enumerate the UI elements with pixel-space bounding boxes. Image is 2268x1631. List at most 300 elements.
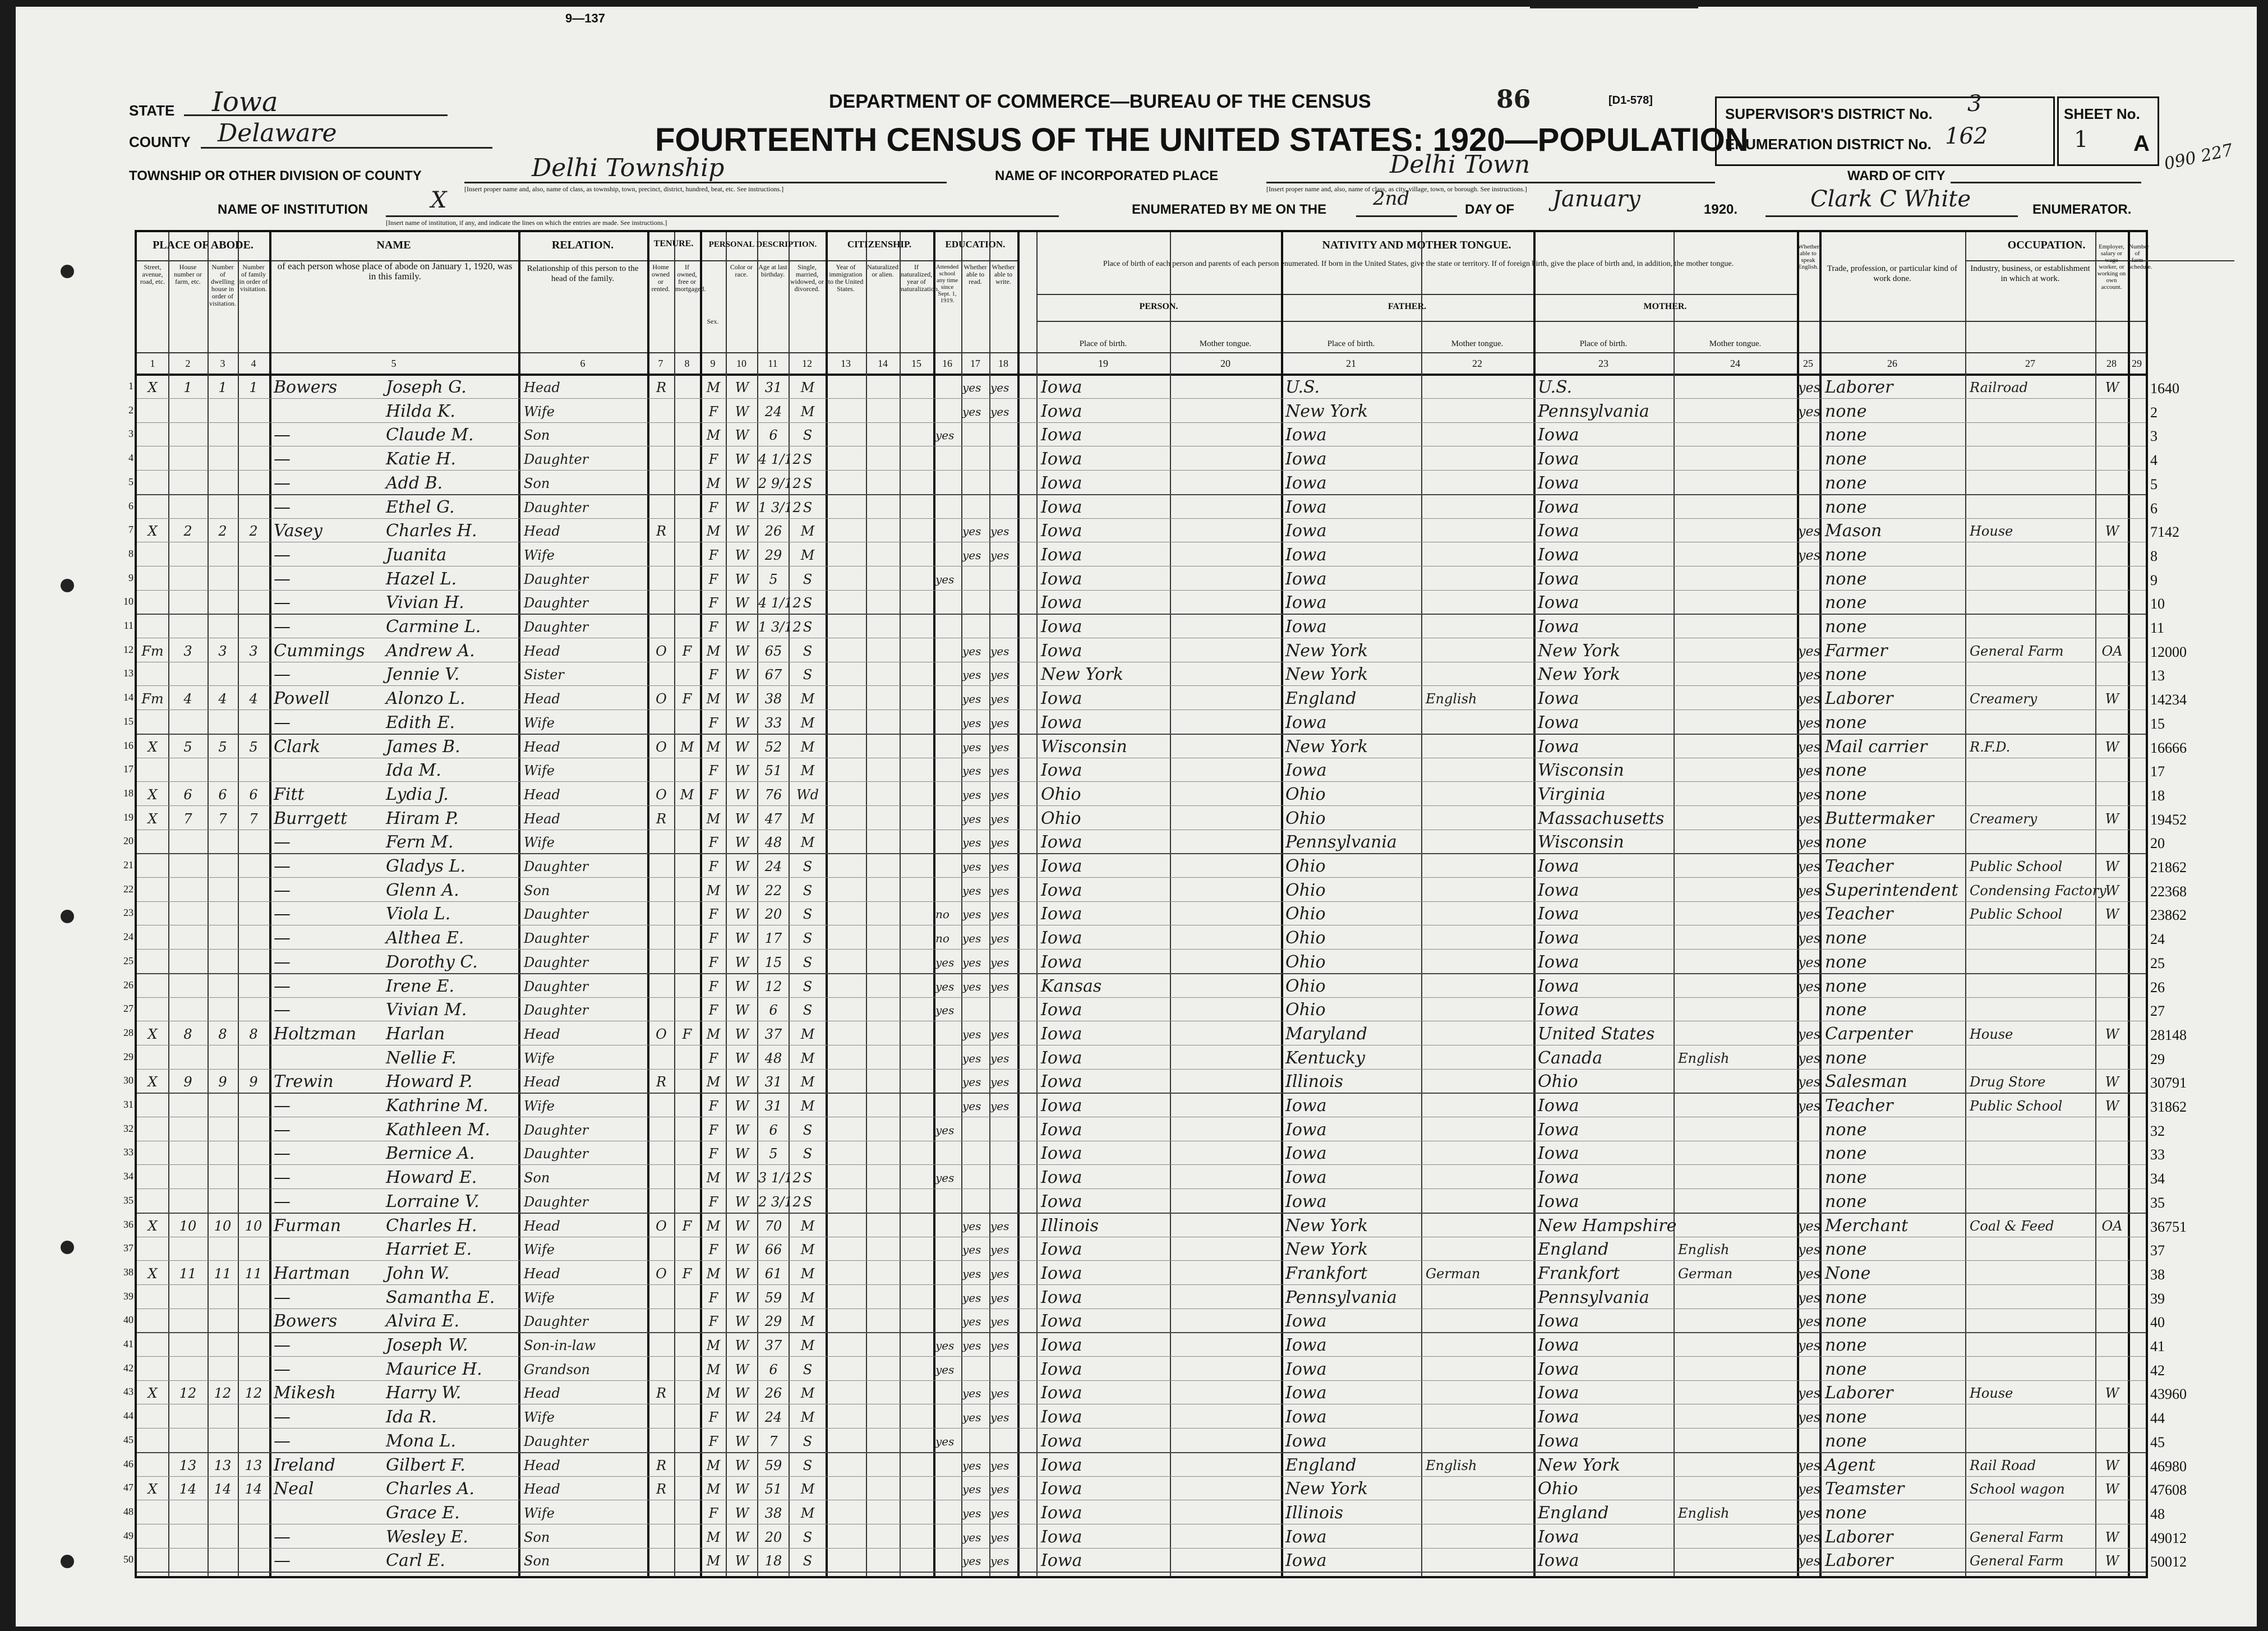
cell-pob: Iowa — [1041, 641, 1082, 661]
row-number-right: 50012 — [2150, 1554, 2187, 1570]
cell-tenure — [649, 1360, 673, 1379]
cell-m-pob: Iowa — [1538, 1407, 1579, 1427]
cell-house — [169, 570, 206, 589]
cell-read: yes — [962, 860, 981, 873]
cell-tenure: R — [656, 810, 667, 827]
cell-tenure — [649, 665, 673, 684]
cell-school — [935, 522, 960, 541]
cell-m-pob: United States — [1538, 1024, 1655, 1044]
cell-dwelling: 10 — [214, 1218, 232, 1234]
cell-house — [169, 665, 206, 684]
cell-marital: S — [803, 978, 813, 994]
cell-occ: none — [1825, 665, 1867, 685]
row-number-right: 44 — [2150, 1410, 2165, 1427]
cell-rel: Son — [524, 475, 550, 491]
cell-rel: Grandson — [524, 1361, 590, 1377]
cell-f-tongue — [1426, 1168, 1532, 1187]
cell-read: yes — [962, 1075, 981, 1089]
line-number-left: 23 — [123, 907, 133, 919]
cell-write: yes — [990, 955, 1009, 969]
cell-eng: yes — [1798, 1265, 1821, 1282]
cell-ind — [1970, 402, 2094, 421]
cell-race: W — [735, 954, 749, 970]
cell-eng: yes — [1798, 1314, 1821, 1330]
cell-marital: M — [800, 691, 815, 707]
cell-marital: M — [800, 1074, 815, 1090]
cell-street: X — [147, 739, 158, 755]
cell-m-tongue — [1678, 1456, 1796, 1475]
cell-write: yes — [990, 1411, 1009, 1425]
cell-age: 59 — [764, 1289, 782, 1306]
cell-ind: Public School — [1970, 1098, 2063, 1114]
cell-marital: S — [803, 930, 813, 947]
cell-m-pob: Ohio — [1538, 1479, 1578, 1499]
cell-ind: Coal & Feed — [1970, 1218, 2054, 1234]
cell-marital: S — [803, 1529, 813, 1545]
cell-read — [962, 1168, 989, 1187]
cell-eng: yes — [1798, 930, 1821, 947]
line-number-left: 13 — [123, 667, 133, 679]
cell-read: yes — [962, 1291, 981, 1305]
cell-f-tongue — [1426, 450, 1532, 469]
row-number-right: 12000 — [2150, 643, 2187, 660]
cell-dwelling — [239, 1001, 268, 1020]
table-row — [123, 1262, 2165, 1285]
cell-write: yes — [990, 404, 1009, 418]
cell-cls — [2098, 833, 2127, 852]
cell-marital: M — [800, 1481, 815, 1498]
cell-m-pob: Iowa — [1538, 952, 1579, 972]
cell-dwelling: 8 — [218, 1026, 227, 1042]
cell-dwelling: 9 — [249, 1074, 258, 1090]
cell-m-tongue — [1678, 953, 1796, 972]
place-label: NAME OF INCORPORATED PLACE — [995, 168, 1219, 183]
table-row — [128, 376, 2179, 399]
cell-surname: — — [274, 952, 291, 972]
cell-mort — [675, 1408, 699, 1427]
cell-dwelling — [209, 450, 237, 469]
cell-m-pob: Iowa — [1538, 976, 1579, 996]
row-number-right: 33 — [2150, 1146, 2165, 1163]
cell-mort: M — [680, 739, 694, 755]
census-title: FOURTEENTH CENSUS OF THE UNITED STATES: 1920—POPULATION — [655, 122, 1749, 158]
cell-m-tongue — [1678, 689, 1796, 708]
table-row — [123, 927, 2165, 950]
cell-tenure — [649, 905, 673, 924]
cell-occ: none — [1825, 1119, 1867, 1140]
cell-street — [137, 761, 168, 780]
cell-mort — [675, 1168, 699, 1187]
cell-given: Ethel G. — [386, 497, 455, 517]
cell-dwelling: 3 — [249, 643, 258, 659]
cell-read: yes — [962, 955, 981, 969]
cell-sex: F — [708, 1050, 718, 1066]
township-label: TOWNSHIP OR OTHER DIVISION OF COUNTY — [129, 168, 422, 183]
cell-mort — [675, 1551, 699, 1570]
cell-read: yes — [962, 836, 981, 850]
cell-house — [169, 402, 206, 421]
cell-street — [137, 1528, 168, 1547]
cell-race: W — [735, 547, 749, 563]
cell-read — [962, 618, 989, 637]
cell-cls: W — [2105, 1098, 2119, 1114]
cell-ind — [1970, 1336, 2094, 1355]
cell-m-pob: Iowa — [1538, 1191, 1579, 1211]
cell-street — [137, 977, 168, 996]
cell-eng — [1798, 1001, 1819, 1020]
line-number-left: 18 — [123, 787, 133, 799]
cell-school — [935, 593, 960, 612]
row-number-right: 38 — [2150, 1266, 2165, 1283]
line-number-left: 20 — [123, 835, 133, 847]
cell-occ: none — [1825, 1503, 1867, 1523]
cell-write: yes — [990, 644, 1009, 658]
cell-ind: Creamery — [1970, 691, 2037, 707]
cell-eng: yes — [1798, 763, 1821, 779]
cell-age: 65 — [764, 643, 782, 659]
cell-surname: — — [274, 856, 291, 876]
cell-dwelling — [209, 905, 237, 924]
cell-house — [169, 857, 206, 876]
cell-m-tongue — [1678, 402, 1796, 421]
table-row — [128, 543, 2158, 566]
row-number-right: 15 — [2150, 715, 2165, 732]
cell-cls: W — [2105, 523, 2119, 540]
row-number-right: 19452 — [2150, 811, 2187, 828]
cell-dwelling — [239, 1432, 268, 1451]
cell-rel: Wife — [524, 547, 555, 563]
cell-m-pob: Iowa — [1538, 1119, 1579, 1140]
cell-m-pob: Iowa — [1538, 928, 1579, 948]
line-number-left: 22 — [123, 883, 133, 895]
cell-ind — [1970, 1121, 2094, 1140]
cell-surname: — — [274, 545, 291, 565]
cell-race: W — [735, 1265, 749, 1282]
cell-write — [990, 450, 1017, 469]
cell-tenure: R — [656, 1385, 667, 1402]
cell-marital: M — [800, 1218, 815, 1234]
cell-m-tongue: English — [1678, 1242, 1730, 1258]
cell-rel: Head — [524, 786, 560, 803]
cell-tenure: R — [656, 1457, 667, 1473]
cell-school — [935, 1096, 960, 1116]
cell-occ: none — [1825, 401, 1867, 421]
cell-f-pob: Ohio — [1285, 856, 1326, 876]
cell-given: Harry W. — [386, 1383, 462, 1403]
cell-dwelling: 2 — [218, 523, 227, 540]
table-row — [123, 855, 2187, 878]
census-sheet — [16, 7, 2257, 1627]
cell-ind: House — [1970, 523, 2013, 540]
cell-age: 52 — [764, 739, 782, 755]
cell-cls — [2098, 977, 2127, 996]
cell-dwelling — [239, 1049, 268, 1068]
cell-occ: Merchant — [1825, 1215, 1909, 1236]
cell-pob: Iowa — [1041, 689, 1082, 709]
cell-school — [935, 881, 960, 900]
cell-eng: yes — [1798, 859, 1821, 874]
cell-surname: Hartman — [274, 1263, 351, 1283]
line-number-left: 24 — [123, 931, 133, 943]
cell-write: yes — [990, 548, 1009, 562]
cell-mort: F — [682, 691, 692, 707]
cell-occ: Laborer — [1825, 377, 1893, 397]
cell-cls: W — [2105, 882, 2119, 899]
cell-house — [169, 450, 206, 469]
cell-sex: F — [708, 499, 718, 515]
cell-f-tongue — [1426, 1551, 1532, 1570]
cell-cls — [2098, 1432, 2127, 1451]
cell-write: yes — [990, 1315, 1009, 1329]
row-number-right: 14234 — [2150, 692, 2187, 708]
row-number-right: 29 — [2150, 1051, 2165, 1067]
enumerated-day: 2nd — [1373, 187, 1410, 210]
cell-race: W — [735, 1194, 749, 1210]
cell-race: W — [735, 403, 749, 420]
cell-read — [962, 1121, 989, 1140]
cell-surname: — — [274, 593, 291, 613]
table-row — [123, 1549, 2187, 1573]
cell-surname — [274, 1049, 386, 1068]
cell-sex: F — [708, 930, 718, 947]
table-row — [123, 1310, 2165, 1333]
cell-occ: Laborer — [1825, 1551, 1893, 1571]
cell-school — [935, 1144, 960, 1163]
cell-house — [169, 1096, 206, 1116]
cell-house — [169, 1144, 206, 1163]
cell-age: 24 — [764, 403, 782, 420]
cell-read: yes — [962, 1530, 981, 1544]
cell-school — [935, 1240, 960, 1259]
cell-ind — [1970, 1192, 2094, 1211]
cell-race: W — [735, 571, 749, 587]
cell-tenure — [649, 426, 673, 445]
cell-write: yes — [990, 1386, 1009, 1400]
cell-f-tongue — [1426, 402, 1532, 421]
cell-cls — [2098, 1264, 2127, 1283]
day-of-label: DAY OF — [1465, 202, 1515, 217]
cell-surname: Furman — [274, 1215, 342, 1236]
cell-house: 14 — [179, 1481, 197, 1498]
cell-cls — [2098, 1360, 2127, 1379]
cell-read — [962, 1001, 989, 1020]
cell-eng: yes — [1798, 403, 1821, 420]
cell-marital: S — [803, 475, 813, 491]
cell-occ: Teacher — [1825, 1096, 1893, 1116]
cell-eng: yes — [1798, 523, 1821, 540]
cell-m-tongue — [1678, 833, 1796, 852]
cell-f-pob: Iowa — [1285, 1144, 1327, 1164]
cell-mort — [675, 1480, 699, 1499]
cell-cls — [2098, 1504, 2127, 1523]
line-number-left: 40 — [123, 1314, 133, 1326]
cell-occ: none — [1825, 425, 1867, 445]
line-number-left: 28 — [123, 1026, 133, 1038]
cell-ind: General Farm — [1970, 643, 2064, 659]
cell-f-pob: Ohio — [1285, 880, 1326, 900]
cell-marital: S — [803, 954, 813, 970]
cell-eng: yes — [1798, 1409, 1821, 1426]
cell-m-tongue — [1678, 1551, 1796, 1570]
cell-rel: Head — [524, 1385, 560, 1402]
cell-race: W — [735, 1553, 749, 1569]
cell-cls — [2098, 713, 2127, 732]
cell-sex: F — [708, 1194, 718, 1210]
cell-ind — [1970, 1408, 2094, 1427]
cell-given: Dorothy C. — [386, 952, 478, 972]
cell-age: 1 3/12 — [758, 619, 801, 635]
cell-f-pob: Iowa — [1285, 1335, 1327, 1355]
cell-cls: W — [2105, 1457, 2119, 1473]
cell-mort — [675, 953, 699, 972]
cell-dwelling — [239, 1168, 268, 1187]
cell-dwelling — [209, 713, 237, 732]
row-number-right: 25 — [2150, 955, 2165, 971]
cell-m-pob: Massachusetts — [1538, 808, 1665, 828]
cell-eng — [1798, 1168, 1819, 1187]
cell-dwelling: 8 — [249, 1026, 258, 1042]
cell-given: Ida M. — [386, 761, 441, 781]
cell-age: 6 — [769, 1122, 778, 1138]
cell-read — [962, 570, 989, 589]
cell-street — [137, 402, 168, 421]
cell-marital: S — [803, 1170, 813, 1186]
cell-occ: none — [1825, 832, 1867, 853]
cell-rel: Daughter — [524, 595, 589, 611]
cell-surname: — — [274, 1096, 291, 1116]
cell-write: yes — [990, 1051, 1009, 1065]
cell-school: no — [935, 907, 949, 922]
table-row — [123, 975, 2165, 998]
cell-dwelling — [239, 402, 268, 421]
cell-age: 2 3/12 — [758, 1194, 801, 1210]
cell-read: yes — [962, 381, 981, 394]
cell-race: W — [735, 1289, 749, 1306]
cell-sex: M — [706, 1170, 721, 1186]
table-row — [123, 1022, 2187, 1045]
cell-marital: M — [800, 1338, 815, 1353]
cell-surname: Bowers — [274, 377, 338, 397]
cell-m-tongue — [1678, 977, 1796, 996]
cell-mort: F — [682, 643, 692, 659]
cell-dwelling — [209, 474, 237, 493]
cell-write: yes — [990, 1266, 1009, 1280]
county-label: COUNTY — [129, 133, 191, 150]
cell-given: Maurice H. — [386, 1359, 482, 1379]
cell-dwelling — [239, 665, 268, 684]
cell-mort — [675, 1096, 699, 1116]
cell-dwelling: 4 — [249, 691, 258, 707]
cell-mort — [675, 546, 699, 565]
cell-eng: yes — [1798, 978, 1821, 994]
cell-f-pob: Kentucky — [1285, 1048, 1365, 1068]
cell-age: 6 — [769, 1002, 778, 1019]
table-row — [128, 568, 2158, 591]
cell-eng: yes — [1798, 1026, 1821, 1042]
row-number-right: 42 — [2150, 1362, 2165, 1379]
cell-m-pob: Iowa — [1538, 545, 1579, 565]
table-row — [128, 496, 2158, 519]
line-number-left: 25 — [123, 955, 133, 966]
cell-house — [169, 1001, 206, 1020]
cell-mort — [675, 1432, 699, 1451]
cell-ind: General Farm — [1970, 1529, 2064, 1545]
cell-surname: — — [274, 1191, 291, 1211]
cell-age: 5 — [769, 1146, 778, 1162]
cell-sex: F — [708, 619, 718, 635]
cell-dwelling — [209, 1528, 237, 1547]
cell-street — [137, 1312, 168, 1331]
cell-surname: — — [274, 1551, 291, 1571]
group-occupation: OCCUPATION. — [2007, 239, 2086, 251]
row-number-right: 28148 — [2150, 1026, 2187, 1043]
cell-surname: — — [274, 497, 291, 517]
cell-marital: S — [803, 1002, 813, 1019]
cell-school — [935, 1408, 960, 1427]
line-number-left: 41 — [123, 1338, 133, 1349]
cell-sex: M — [706, 1265, 721, 1282]
cell-ind: Creamery — [1970, 810, 2037, 827]
cell-occ: none — [1825, 1311, 1867, 1331]
cell-f-tongue — [1426, 1360, 1532, 1379]
cell-marital: S — [803, 571, 813, 587]
cell-ind — [1970, 498, 2094, 517]
cell-f-tongue — [1426, 426, 1532, 445]
row-number-right: 26 — [2150, 979, 2165, 996]
cell-pob: Iowa — [1041, 1383, 1082, 1403]
cell-marital: S — [803, 882, 813, 899]
cell-surname: Trewin — [274, 1072, 334, 1092]
cell-occ: none — [1825, 1335, 1867, 1355]
cell-pob: New York — [1041, 665, 1123, 685]
enumerator-signature: Clark C White — [1810, 186, 1971, 212]
cell-cls — [2098, 1121, 2127, 1140]
group-citizenship: CITIZENSHIP. — [847, 239, 912, 250]
cell-m-tongue: German — [1678, 1265, 1733, 1282]
table-row — [123, 1454, 2187, 1477]
cell-sex: F — [708, 403, 718, 420]
row-number-right: 27 — [2150, 1003, 2165, 1020]
cell-given: Harriet E. — [386, 1240, 472, 1260]
cell-f-tongue — [1426, 1025, 1532, 1044]
row-number-right: 18 — [2150, 787, 2165, 804]
table-row — [123, 1334, 2165, 1357]
cell-tenure — [649, 761, 673, 780]
cell-ind: Public School — [1970, 906, 2063, 923]
cell-dwelling: 1 — [218, 380, 227, 395]
table-row — [123, 998, 2165, 1021]
cell-pob: Kansas — [1041, 976, 1102, 996]
cell-given: Carmine L. — [386, 617, 481, 637]
cell-read: yes — [962, 883, 981, 897]
cell-surname: — — [274, 976, 291, 996]
cell-mort — [675, 593, 699, 612]
row-number-right: 3 — [2150, 428, 2158, 445]
sheet-letter: A — [2133, 131, 2150, 156]
cell-pob: Iowa — [1041, 425, 1082, 445]
cell-dwelling — [209, 1504, 237, 1523]
cell-occ: Salesman — [1825, 1072, 1907, 1092]
cell-rel: Wife — [524, 1242, 555, 1258]
cell-rel: Daughter — [524, 571, 589, 587]
line-number-left: 30 — [123, 1075, 133, 1086]
cell-sex: F — [708, 1002, 718, 1019]
cell-street: X — [147, 1481, 158, 1498]
cell-tenure — [649, 1049, 673, 1068]
group-abode: PLACE OF ABODE. — [153, 239, 253, 251]
cell-age: 26 — [764, 1385, 782, 1402]
cell-f-pob: Iowa — [1285, 617, 1327, 637]
